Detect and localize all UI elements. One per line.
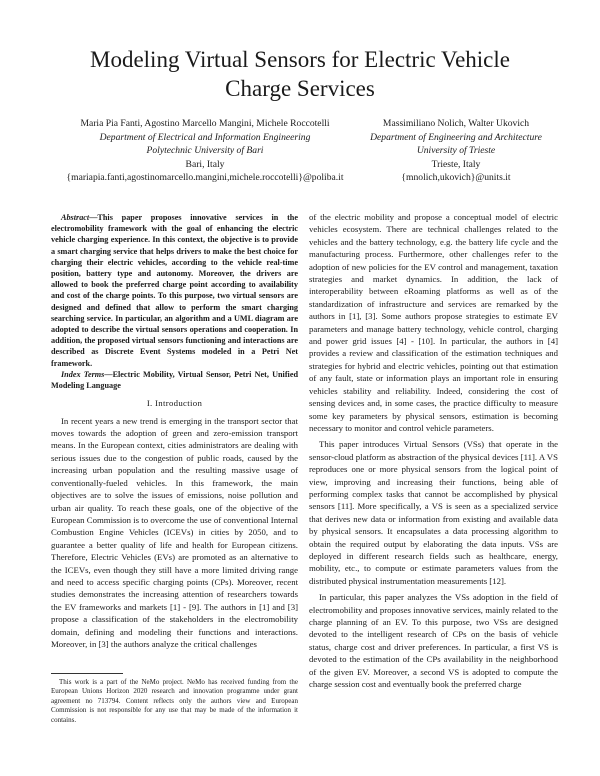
author-email: {mnolich,ukovich}@units.it [401,172,511,183]
author-department: Department of Engineering and Architecture [370,131,542,143]
intro-paragraph-3: This paper introduces Virtual Sensors (VSs) that operate in the sensor-cloud platform as abstraction of the physical devices [11]. A VS reproduces one or more physical sensors from the logical point of view, improving and increasing their functions, being able of performing complex tasks that cannot be accomplished by physical sensors [11]. More specifically, a VS is seen as a specialized service that derives new data or information from existing and available data by physical sensors. It encapsulates a data processing algorithm to obtain the required output by elaborating the data inputs. VSs are deployed in different research fields such as healthcare, energy, mobility, etc., to compute or estimate parameters values from the distributed physical instrumentation measurements [12]. [309,439,558,586]
section-heading-introduction: I. Introduction [146,398,203,409]
footnote-rule [51,673,123,674]
author-university: Polytechnic University of Bari [146,145,264,156]
author-city: Bari, Italy [185,158,225,170]
right-column [309,211,558,690]
index-terms [51,369,298,391]
author-department: Department of Electrical and Information Engineering [99,131,311,143]
abstract [51,212,298,369]
index-terms-lead: Index Terms [61,369,105,379]
author-names: Maria Pia Fanti, Agostino Marcello Mangini, Michele Roccotelli [80,118,330,129]
author-block-bari [60,117,350,185]
intro-paragraph-1: In recent years a new trend is emerging in the transport sector that moves towards the adoption of green and zero-emission transport means. In the European context, cities administrators are dealing with serious issues due to the congestion of public roads, caused by the increasing urban population and the resulting massive usage of conventionally-fueled vehicles. In this framework, the main objectives are to solve the issues of emissions, noise pollution and urban air quality. To reach these goals, one of the objective of the European Commission is to overcome the use of conventional Internal Combustion Engine Vehicles (ICEVs) in cities by 2050, and to guarantee a better quality of life and health for European citizens. Therefore, Electric Vehicles (EVs) are promoted as an alternative to the ICEVs, even though they still have a more limited driving range and need to access specific charging points (CPs). Moreover, recent studies demonstrates the increasing attention of researchers towards the EV frameworks and markets [1] - [9]. The authors in [1] and [3] propose a classification of the stakeholders in the electromobility domain, defining and modeling their functions and interactions. Moreover, in [3] the authors analyze the critical challenges [51,415,298,649]
funding-footnote: This work is a part of the NeMo project. NeMo has received funding from the European Unions Horizon 2020 research and innovation programme under grant agreement no 713794. Content reflects only the authors view and European Commission is not responsible for any use that may be made of the information it contains. [51,678,298,724]
title-line-1: Modeling Virtual Sensors for Electric Vehicle [90,47,510,72]
author-university: University of Trieste [416,145,496,156]
author-names: Massimiliano Nolich, Walter Ukovich [382,118,530,129]
author-block-trieste [346,117,566,185]
intro-paragraph-2: of the electric mobility and propose a conceptual model of electric vehicles ecosystem. There are technical challenges related to the vehicles and the battery technology, e.g. the battery life cycle and the manufacturing process. Furthermore, other challenges refer to the adoption of new policies for the EV control and management, taxation strategies and market dynamics. In addition, the lack of interoperability between eRoaming platforms as well as of the standardization of infrastructure and services are remarked by the authors in [1], [3]. Some authors propose strategies to estimate EV parameters and manage battery technology, vehicle control, charging and power grid issues [4] - [10]. In particular, the authors in [4] provides a review and classification of the estimation techniques and strategies for hybrid and electric vehicles, pointing out that estimation of any fault, state or information plays an important role in ensuring vehicles stability and reliability. Indeed, considering the cost of sensing devices and, in some cases, the practice difficulty to measure some key parameters by physical sensors, estimation is becoming necessary to monitor and control vehicle parameters. [309,212,558,433]
intro-paragraph-4: In particular, this paper analyzes the VSs adoption in the field of electromobility and proposes innovative services, mainly related to the charge planning of an EV. To this purpose, two VSs are designed devoted to the intelligent research of CPs on the basis of vehicle status, charge cost and driver preferences. In particular, a first VS is devoted to the estimation of the CPs availability in the neighborhood of the given EV. Moreover, a second VS is adopted to compute the charge session cost and eventually book the preferred charge [309,592,558,690]
author-city: Trieste, Italy [431,158,481,170]
left-column [51,212,298,650]
index-terms-text: —Electric Mobility, Virtual Sensor, Petri Net, Unified Modeling Language [51,369,299,391]
abstract-lead: Abstract [61,213,90,222]
paper-title [0,45,600,103]
abstract-text: —This paper proposes innovative services in the electromobility framework with the goal of enhancing the electric vehicle charging experience. In this context, the objective is to provide a smart charging service that helps drivers to make the best choice for charging their electric vehicles, according to the vehicle real-time position, battery type and autonomy. Moreover, the drivers are allowed to book the preferred charge point according to availability and cost of the charge points. To this purpose, two virtual sensors are designed and defined that allow to perform the smart charging searching service. In particular, an algorithm and a UML diagram are adopted to describe the virtual sensors operations and cooperation. In addition, the proposed virtual sensors functioning and interactions are described as Discrete Event Systems modeled in a Petri Net framework. [51,213,298,368]
author-email: {mariapia.fanti,agostinomarcello.mangini,michele.roccotelli}@poliba.it [66,172,344,183]
title-line-2: Charge Services [225,76,375,101]
